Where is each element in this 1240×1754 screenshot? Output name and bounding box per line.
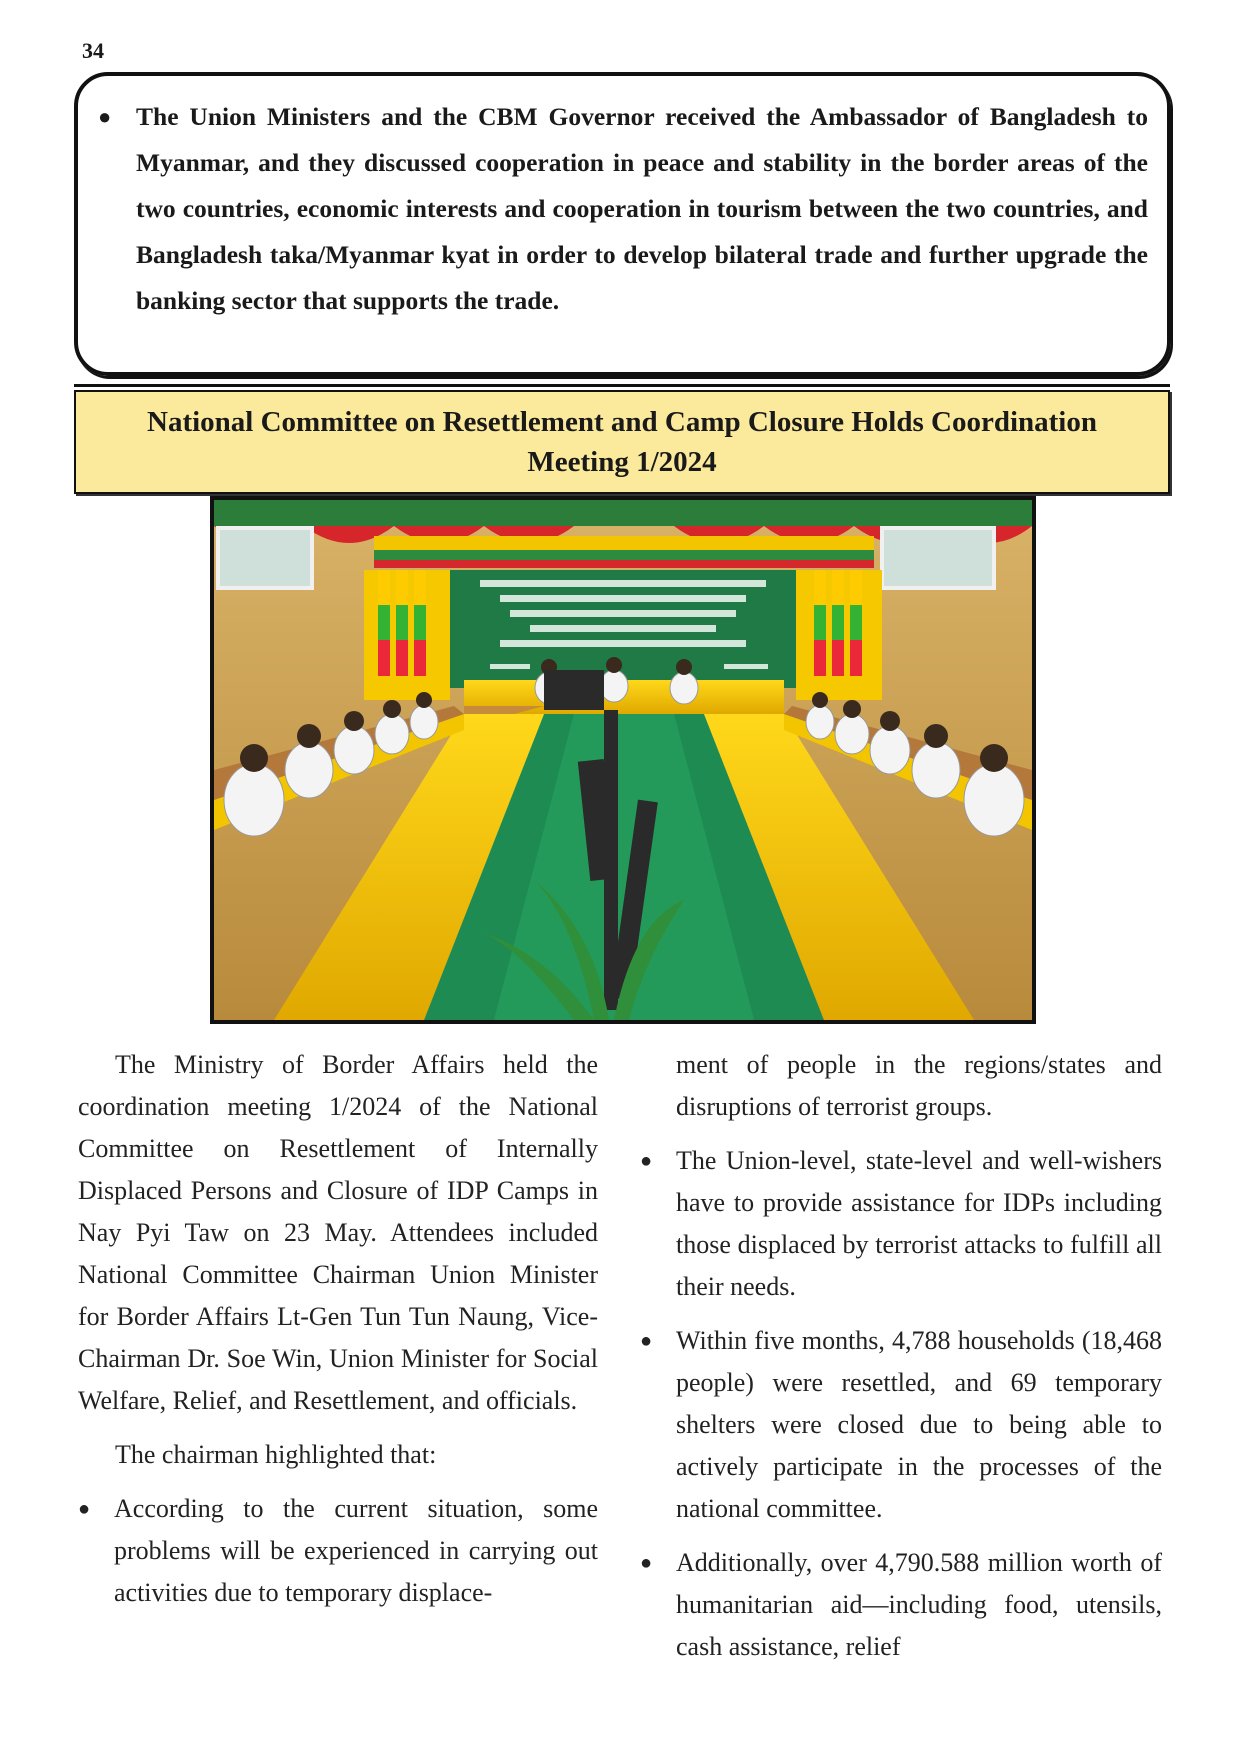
list-item [640, 1542, 1162, 1668]
list-item-text: Additionally, over 4,790.588 million worth of humanitarian aid—including food, utensils, cash assistance, relief [676, 1548, 1162, 1661]
article-lead: The chairman highlighted that: [115, 1440, 437, 1469]
bullet-icon: ● [98, 104, 112, 129]
meeting-photo-illustration [214, 500, 1032, 1020]
list-item-continuation: ment of people in the regions/states and disruptions of terrorist groups. [676, 1050, 1162, 1121]
headline-text: National Committee on Resettlement and Camp Closure Holds Coordination Meeting 1/2024 [147, 406, 1097, 478]
list-item-text: Within five months, 4,788 households (18,468 people) were resettled, and 69 temporary shelters were closed due to being able to actively participate in the processes of the national committee. [676, 1326, 1162, 1523]
article-intro: The Ministry of Border Affairs held the coordination meeting 1/2024 of the National Committee on Resettlement of Internally Displaced Persons and Closure of IDP Camps in Nay Pyi Taw on 23 May. Attendees included National Committee Chairman Union Minister for Border Affairs Lt-Gen Tun Tun Naung, Vice-Chairman Dr. Soe Win, Union Minister for Social Welfare, Relief, and Resettlement, and officials. [78, 1050, 598, 1415]
bullet-icon: ● [78, 1498, 91, 1520]
bullet-icon: ● [640, 1330, 653, 1352]
list-item-text: The Union-level, state-level and well-wishers have to provide assistance for IDPs including those displaced by terrorist attacks to fulfill all their needs. [676, 1146, 1162, 1301]
divider-rule [74, 384, 1170, 387]
highlight-text: The Union Ministers and the CBM Governor received the Ambassador of Bangladesh to Myanmar, and they discussed cooperation in peace and stability in the border areas of the two countries, economic interests and cooperation in tourism between the two countries, and Bangladesh taka/Myanmar kyat in order to develop bilateral trade and further upgrade the banking sector that supports the trade. [136, 102, 1148, 315]
bullet-icon: ● [640, 1552, 653, 1574]
meeting-photo [210, 496, 1036, 1024]
page-number: 34 [82, 38, 104, 63]
list-item [78, 1488, 598, 1614]
bullet-icon: ● [640, 1150, 653, 1172]
article-headline [74, 390, 1170, 494]
article-column-right [640, 1044, 1162, 1680]
list-item [640, 1140, 1162, 1308]
article-column-left [78, 1044, 598, 1626]
highlight-box [74, 72, 1171, 376]
list-item [640, 1320, 1162, 1530]
list-item-text: According to the current situation, some problems will be experienced in carrying out activities due to temporary displace- [114, 1494, 598, 1607]
